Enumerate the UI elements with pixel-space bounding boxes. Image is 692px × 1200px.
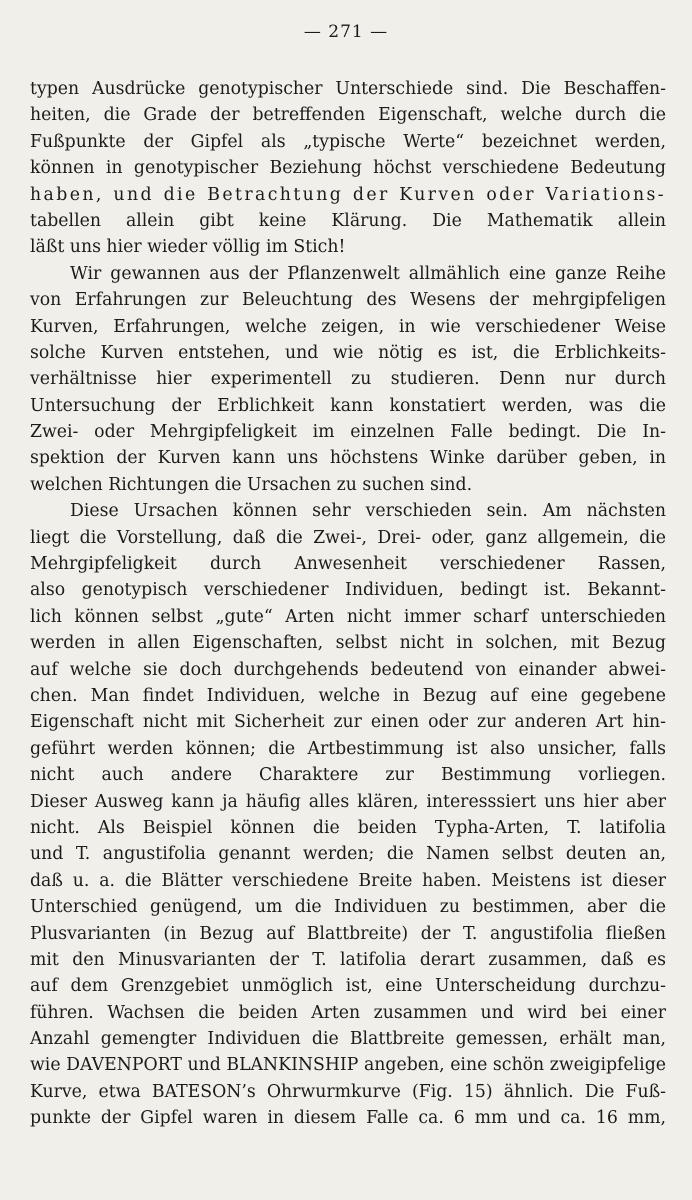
- text-line: auf welche sie doch durchgehends bedeutend von einander abwei-: [30, 659, 666, 680]
- text-line: spektion der Kurven kann uns höchstens Winke darüber geben, in: [30, 448, 666, 469]
- text-line: geführt werden können; die Artbestimmung ist also unsicher, falls: [30, 738, 666, 759]
- text-line: Plusvarianten (in Bezug auf Blattbreite) der T. angustifolia fließen: [30, 923, 666, 944]
- text-line: nicht auch andere Charaktere zur Bestimmung vorliegen.: [30, 765, 666, 786]
- text-line: Fußpunkte der Gipfel als „typische Werte“ bezeichnet werden,: [30, 131, 666, 152]
- text-line: können in genotypischer Beziehung höchst verschiedene Bedeutung: [30, 158, 666, 179]
- text-line: wie DAVENPORT und BLANKINSHIP angeben, eine schön zweigipfelige: [30, 1055, 666, 1076]
- text-line: Dieser Ausweg kann ja häufig alles klären, interesssiert uns hier aber: [30, 791, 666, 812]
- text-line: punkte der Gipfel waren in diesem Falle ca. 6 mm und ca. 16 mm,: [30, 1108, 666, 1129]
- text-line: Zwei- oder Mehrgipfeligkeit im einzelnen Falle bedingt. Die In-: [30, 422, 666, 443]
- text-line: Mehrgipfeligkeit durch Anwesenheit verschiedener Rassen,: [30, 554, 666, 575]
- text-line: verhältnisse hier experimentell zu studieren. Denn nur durch: [30, 369, 666, 390]
- text-line: tabellen allein gibt keine Klärung. Die Mathematik allein: [30, 210, 666, 231]
- text-line: daß u. a. die Blätter verschiedene Breite haben. Meistens ist dieser: [30, 870, 666, 891]
- text-line: heiten, die Grade der betreffenden Eigenschaft, welche durch die: [30, 105, 666, 126]
- text-line: liegt die Vorstellung, daß die Zwei-, Drei- oder, ganz allgemein, die: [30, 527, 666, 548]
- text-line: mit den Minusvarianten der T. latifolia derart zusammen, daß es: [30, 949, 666, 970]
- text-line: läßt uns hier wieder völlig im Stich!: [30, 237, 346, 258]
- text-line: Kurven, Erfahrungen, welche zeigen, in wie verschiedener Weise: [30, 316, 666, 337]
- text-line: lich können selbst „gute“ Arten nicht immer scharf unterschieden: [30, 606, 666, 627]
- text-line: führen. Wachsen die beiden Arten zusammen und wird bei einer: [30, 1002, 666, 1023]
- text-line: Eigenschaft nicht mit Sicherheit zur einen oder zur anderen Art hin-: [30, 712, 666, 733]
- text-line: Unterschied genügend, um die Individuen zu bestimmen, aber die: [30, 897, 666, 918]
- text-line: Anzahl gemengter Individuen die Blattbreite gemessen, erhält man,: [30, 1029, 666, 1050]
- text-line: typen Ausdrücke genotypischer Unterschiede sind. Die Beschaffen-: [30, 79, 666, 99]
- text-line: auf dem Grenzgebiet unmöglich ist, eine Unterscheidung durchzu-: [30, 976, 666, 997]
- body-text: [30, 76, 666, 1132]
- text-line: werden in allen Eigenschaften, selbst nicht in solchen, mit Bezug: [30, 633, 666, 654]
- page-number: — 271 —: [303, 22, 389, 42]
- text-line: Diese Ursachen können sehr verschieden sein. Am nächsten: [70, 501, 666, 522]
- text-line: welchen Richtungen die Ursachen zu suchen sind.: [30, 474, 473, 495]
- text-line: Wir gewannen aus der Pflanzenwelt allmählich eine ganze Reihe: [70, 263, 666, 284]
- text-line: haben, und die Betrachtung der Kurven oder Variations-: [30, 184, 666, 205]
- text-line: also genotypisch verschiedener Individuen, bedingt ist. Bekannt-: [30, 580, 666, 601]
- text-line: von Erfahrungen zur Beleuchtung des Wesens der mehrgipfeligen: [30, 290, 666, 311]
- text-line: Kurve, etwa BATESON’s Ohrwurmkurve (Fig. 15) ähnlich. Die Fuß-: [30, 1081, 666, 1102]
- text-line: und T. angustifolia genannt werden; die Namen selbst deuten an,: [30, 844, 666, 865]
- text-line: nicht. Als Beispiel können die beiden Typha-Arten, T. latifolia: [30, 817, 666, 838]
- text-line: solche Kurven entstehen, und wie nötig es ist, die Erblichkeits-: [30, 342, 666, 363]
- text-line: Untersuchung der Erblichkeit kann konstatiert werden, was die: [30, 395, 666, 416]
- text-line: chen. Man findet Individuen, welche in Bezug auf eine gegebene: [30, 685, 666, 706]
